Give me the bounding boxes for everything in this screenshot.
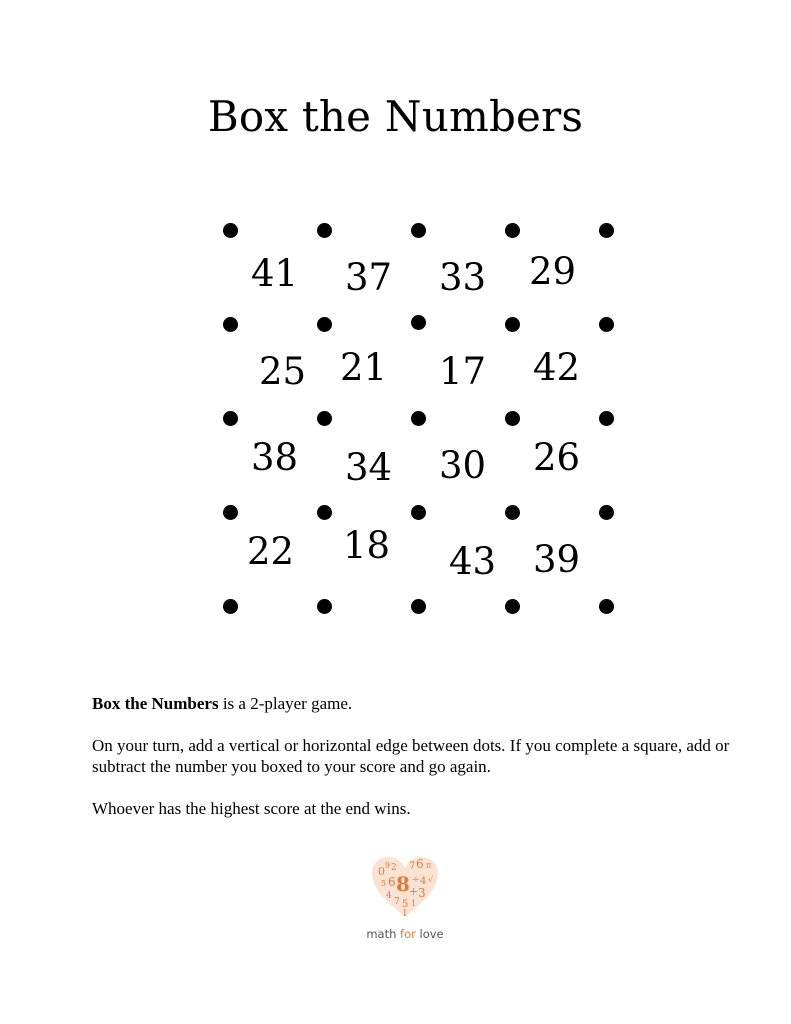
grid-dot[interactable]	[223, 223, 238, 238]
box-number: 29	[529, 250, 577, 293]
rules-section	[92, 693, 752, 840]
grid-dot[interactable]	[505, 505, 520, 520]
svg-text:0: 0	[378, 865, 385, 878]
rules-turn: On your turn, add a vertical or horizontal edge between dots. If you complete a square, add or subtract the number you boxed to your score and go again.	[92, 736, 730, 776]
svg-text:÷: ÷	[412, 875, 420, 885]
grid-dot[interactable]	[505, 223, 520, 238]
svg-text:9: 9	[385, 861, 391, 870]
rules-win: Whoever has the highest score at the end wins.	[92, 799, 411, 818]
svg-text:√: √	[428, 875, 434, 884]
svg-text:4: 4	[420, 876, 427, 887]
box-number: 39	[533, 538, 581, 581]
svg-text:1: 1	[402, 909, 408, 919]
grid-dot[interactable]	[411, 315, 426, 330]
svg-text:+: +	[409, 885, 419, 898]
svg-text:5: 5	[381, 879, 387, 888]
rules-game-name: Box the Numbers	[92, 694, 219, 713]
box-number: 41	[251, 252, 299, 295]
grid-dot[interactable]	[317, 505, 332, 520]
grid-dot[interactable]	[411, 505, 426, 520]
box-number: 33	[439, 256, 487, 299]
grid-dot[interactable]	[317, 317, 332, 332]
svg-text:2: 2	[391, 863, 397, 873]
grid-dot[interactable]	[505, 599, 520, 614]
grid-dot[interactable]	[411, 223, 426, 238]
svg-text:6: 6	[416, 857, 424, 871]
box-number: 34	[345, 446, 393, 489]
svg-text:5: 5	[402, 899, 409, 910]
svg-text:7: 7	[394, 897, 400, 907]
grid-dot[interactable]	[223, 599, 238, 614]
box-number: 22	[247, 530, 295, 573]
grid-dot[interactable]	[599, 599, 614, 614]
grid-dot[interactable]	[411, 599, 426, 614]
grid-dot[interactable]	[223, 505, 238, 520]
box-number: 17	[439, 350, 487, 393]
grid-dot[interactable]	[223, 411, 238, 426]
svg-text:7: 7	[409, 861, 416, 872]
grid-dot[interactable]	[411, 411, 426, 426]
box-number: 38	[251, 436, 299, 479]
box-number: 43	[449, 540, 497, 583]
box-number: 37	[345, 256, 393, 299]
box-number: 21	[340, 346, 388, 389]
grid-dot[interactable]	[317, 411, 332, 426]
box-number: 25	[259, 350, 307, 393]
svg-text:1: 1	[411, 899, 417, 908]
grid-dot[interactable]	[317, 599, 332, 614]
grid-dot[interactable]	[599, 223, 614, 238]
grid-dot[interactable]	[505, 317, 520, 332]
number-heart-icon	[369, 855, 441, 919]
svg-text:8: 8	[396, 872, 410, 896]
rules-intro	[92, 693, 752, 714]
box-number: 42	[533, 346, 581, 389]
logo-wordmark: math for love	[366, 927, 444, 941]
svg-text:4: 4	[386, 891, 392, 901]
box-number: 30	[439, 444, 487, 487]
box-number: 26	[533, 436, 581, 479]
rules-intro-text: is a 2-player game.	[218, 694, 353, 713]
svg-text:3: 3	[418, 886, 426, 900]
math-for-love-logo	[365, 855, 445, 945]
page-title: Box the Numbers	[207, 92, 584, 141]
grid-dot[interactable]	[505, 411, 520, 426]
box-number: 18	[343, 524, 391, 567]
grid-dot[interactable]	[317, 223, 332, 238]
svg-text:6: 6	[388, 875, 396, 889]
grid-dot[interactable]	[599, 317, 614, 332]
grid-dot[interactable]	[599, 411, 614, 426]
grid-dot[interactable]	[223, 317, 238, 332]
svg-text:π: π	[426, 861, 432, 870]
grid-dot[interactable]	[599, 505, 614, 520]
